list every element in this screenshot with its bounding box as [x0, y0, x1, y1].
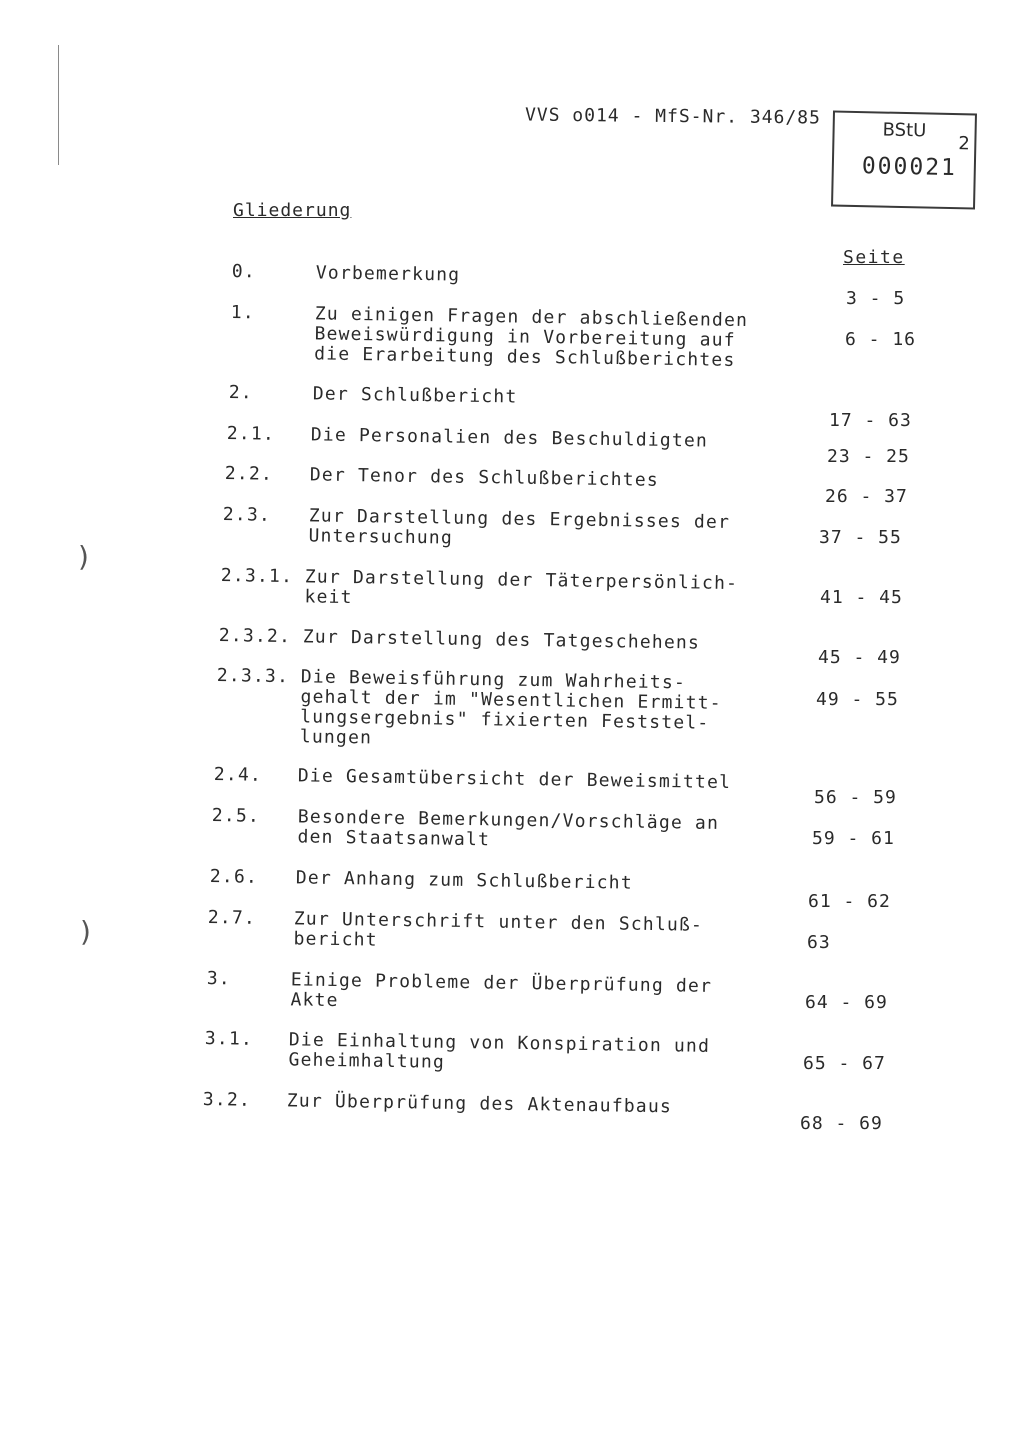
toc-entry-number: 1. [230, 302, 256, 324]
archive-stamp [831, 111, 977, 210]
toc-entry-pages: 61 - 62 [808, 891, 891, 912]
toc-entry-number: 2.6. [209, 866, 259, 888]
toc-entry-title: Zur Darstellung des Tatgeschehens [302, 626, 701, 654]
toc-entry-pages: 45 - 49 [818, 647, 901, 668]
toc-entry-title: Die Einhaltung von Konspiration und Geheimhaltung [288, 1029, 711, 1073]
toc-entry-title: Einige Probleme der Überprüfung der Akte [290, 969, 713, 1012]
pages-column-header: Seite [843, 247, 905, 268]
toc-entry-number: 3. [206, 968, 232, 990]
toc-entry-number: 2.7. [207, 907, 257, 929]
toc-entry-number: 2.3.1. [220, 565, 294, 588]
toc-entry-title: Vorbemerkung [315, 262, 461, 286]
toc-entry-number: 2.5. [211, 805, 261, 827]
toc-entry-title: Die Beweisführung zum Wahrheits- gehalt der im "Wesentlichen Ermitt- lungsergebnis" fixierten Feststel- lungen [299, 666, 722, 749]
toc-entry-number: 3.2. [202, 1089, 252, 1111]
toc-entry-pages: 63 [807, 932, 831, 953]
toc-entry-title: Zur Überprüfung des Aktenaufbaus [286, 1090, 673, 1118]
toc-entry-number: 2.3. [222, 504, 272, 526]
toc-entry-title: Zur Darstellung des Ergebnisses der Untersuchung [308, 505, 731, 549]
toc-entry-pages: 17 - 63 [829, 410, 912, 431]
toc-entry-title: Der Tenor des Schlußberichtes [309, 464, 660, 491]
toc-entry-pages: 6 - 16 [845, 329, 917, 350]
toc-entry-pages: 3 - 5 [846, 288, 906, 309]
margin-line [58, 45, 59, 165]
toc-entry-pages: 64 - 69 [805, 992, 888, 1013]
toc-entry-pages: 59 - 61 [812, 828, 895, 849]
toc-entry-pages: 37 - 55 [819, 527, 902, 548]
toc-entry-number: 2. [228, 382, 254, 404]
stamp-page-number: 2 [958, 133, 971, 155]
toc-entry-number: 2.1. [226, 423, 276, 445]
toc-entry-title: Zu einigen Fragen der abschließenden Beweiswürdigung in Vorbereitung auf die Erarbeitung des Schlußberichtes [314, 303, 749, 371]
stamp-org: BStU [882, 119, 927, 142]
toc-entry-pages: 49 - 55 [816, 689, 899, 710]
stamp-number: 000021 [861, 153, 958, 182]
toc-entry-pages: 65 - 67 [803, 1053, 886, 1074]
toc-entry-title: Besondere Bemerkungen/Vorschläge an den Staatsanwalt [297, 806, 720, 851]
toc-entry-title: Zur Darstellung der Täterpersönlich- keit [304, 566, 739, 609]
toc-entry-number: 2.3.3. [216, 665, 290, 688]
toc-entry-number: 3.1. [204, 1028, 254, 1050]
toc-entry-title: Die Personalien des Beschuldigten [310, 424, 709, 452]
toc-entry-pages: 68 - 69 [800, 1113, 883, 1134]
punch-hole-mark: ) [80, 915, 91, 948]
toc-entry-number: 0. [231, 261, 257, 283]
toc-entry-number: 2.3.2. [218, 625, 292, 648]
toc-entry-pages: 26 - 37 [825, 486, 908, 507]
toc-entry-pages: 56 - 59 [814, 787, 897, 808]
document-reference: VVS o014 - MfS-Nr. 346/85 [524, 104, 822, 129]
toc-entry-number: 2.4. [213, 764, 263, 786]
toc-entry-title: Die Gesamtübersicht der Beweismittel [297, 765, 732, 794]
punch-hole-mark: ) [78, 540, 89, 573]
toc-entry-pages: 23 - 25 [827, 446, 910, 467]
page-title: Gliederung [233, 200, 352, 221]
toc-entry-title: Der Schlußbericht [312, 383, 518, 408]
toc-entry-number: 2.2. [224, 463, 274, 485]
toc-entry-title: Der Anhang zum Schlußbericht [295, 867, 634, 894]
toc-entry-title: Zur Unterschrift unter den Schluß- bericht [293, 908, 704, 951]
toc-entry-pages: 41 - 45 [820, 587, 903, 608]
